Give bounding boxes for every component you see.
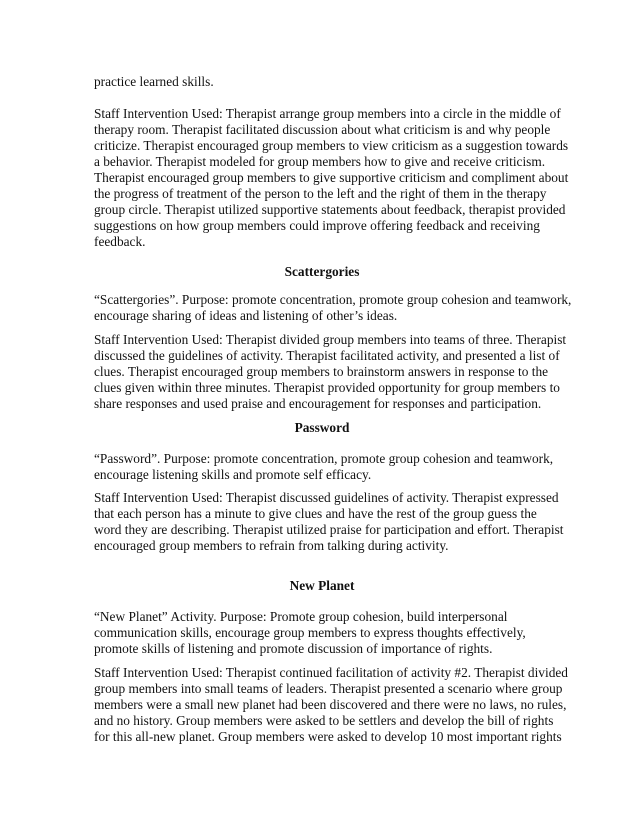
text-line: criticize. Therapist encouraged group members to view criticism as a suggestion towards (94, 138, 569, 153)
paragraph-password-purpose (94, 451, 554, 483)
heading-new-planet: New Planet (289, 578, 355, 593)
text-line: promote skills of listening and promote discussion of importance of rights. (94, 641, 493, 656)
paragraph-criticism-intervention (94, 106, 569, 250)
paragraph-password-intervention (94, 490, 564, 554)
text-line: “Scattergories”. Purpose: promote concentration, promote group cohesion and teamwork, (94, 292, 572, 307)
text-line: communication skills, encourage group members to express thoughts effectively, (94, 625, 526, 640)
text-line: “New Planet” Activity. Purpose: Promote group cohesion, build interpersonal (94, 609, 508, 624)
text-line: encourage sharing of ideas and listening of other’s ideas. (94, 308, 398, 323)
text-line: encouraged group members to refrain from talking during activity. (94, 538, 449, 553)
text-line: suggestions on how group members could improve offering feedback and receiving (94, 218, 540, 233)
text-line: share responses and used praise and encouragement for responses and participation. (94, 396, 542, 411)
text-line: clues given within three minutes. Therapist provided opportunity for group members to (94, 380, 560, 395)
text-line: members were a small new planet had been discovered and there were no laws, no rules, (94, 697, 567, 712)
text-line: for this all-new planet. Group members were asked to develop 10 most important rights (94, 729, 562, 744)
paragraph-new-planet-intervention (94, 665, 568, 745)
text-line: Staff Intervention Used: Therapist arrange group members into a circle in the middle of (94, 106, 561, 121)
paragraph-scattergories-intervention (94, 332, 567, 412)
text-line: encourage listening skills and promote self efficacy. (94, 467, 372, 482)
text-line: group members into small teams of leaders. Therapist presented a scenario where group (94, 681, 563, 696)
text-line: word they are describing. Therapist utilized praise for participation and effort. Therapist (94, 522, 564, 537)
text-line: practice learned skills. (94, 74, 214, 89)
text-line: therapy room. Therapist facilitated discussion about what criticism is and why people (94, 122, 551, 137)
text-line: and no history. Group members were asked to be settlers and develop the bill of rights (94, 713, 554, 728)
text-line: the progress of treatment of the person to the left and the right of them in the therapy (94, 186, 547, 201)
heading-password: Password (294, 420, 350, 435)
text-line: Therapist encouraged group members to give supportive criticism and compliment about (94, 170, 569, 185)
text-line: a behavior. Therapist modeled for group members how to give and receive criticism. (94, 154, 546, 169)
text-line: feedback. (94, 234, 146, 249)
heading-scattergories: Scattergories (284, 264, 360, 279)
text-line: Staff Intervention Used: Therapist discussed guidelines of activity. Therapist expressed (94, 490, 559, 505)
text-line: discussed the guidelines of activity. Therapist facilitated activity, and presented a list of (94, 348, 560, 363)
paragraph-scattergories-purpose (94, 292, 572, 324)
text-line: clues. Therapist encouraged group members to brainstorm answers in response to the (94, 364, 549, 379)
text-line: “Password”. Purpose: promote concentration, promote group cohesion and teamwork, (94, 451, 554, 466)
text-line: Staff Intervention Used: Therapist continued facilitation of activity #2. Therapist divided (94, 665, 568, 680)
text-line: group circle. Therapist utilized supportive statements about feedback, therapist provided (94, 202, 566, 217)
paragraph-practice (94, 74, 550, 90)
text-line: Staff Intervention Used: Therapist divided group members into teams of three. Therapist (94, 332, 567, 347)
text-line: that each person has a minute to give clues and have the rest of the group guess the (94, 506, 537, 521)
paragraph-new-planet-purpose (94, 609, 550, 657)
